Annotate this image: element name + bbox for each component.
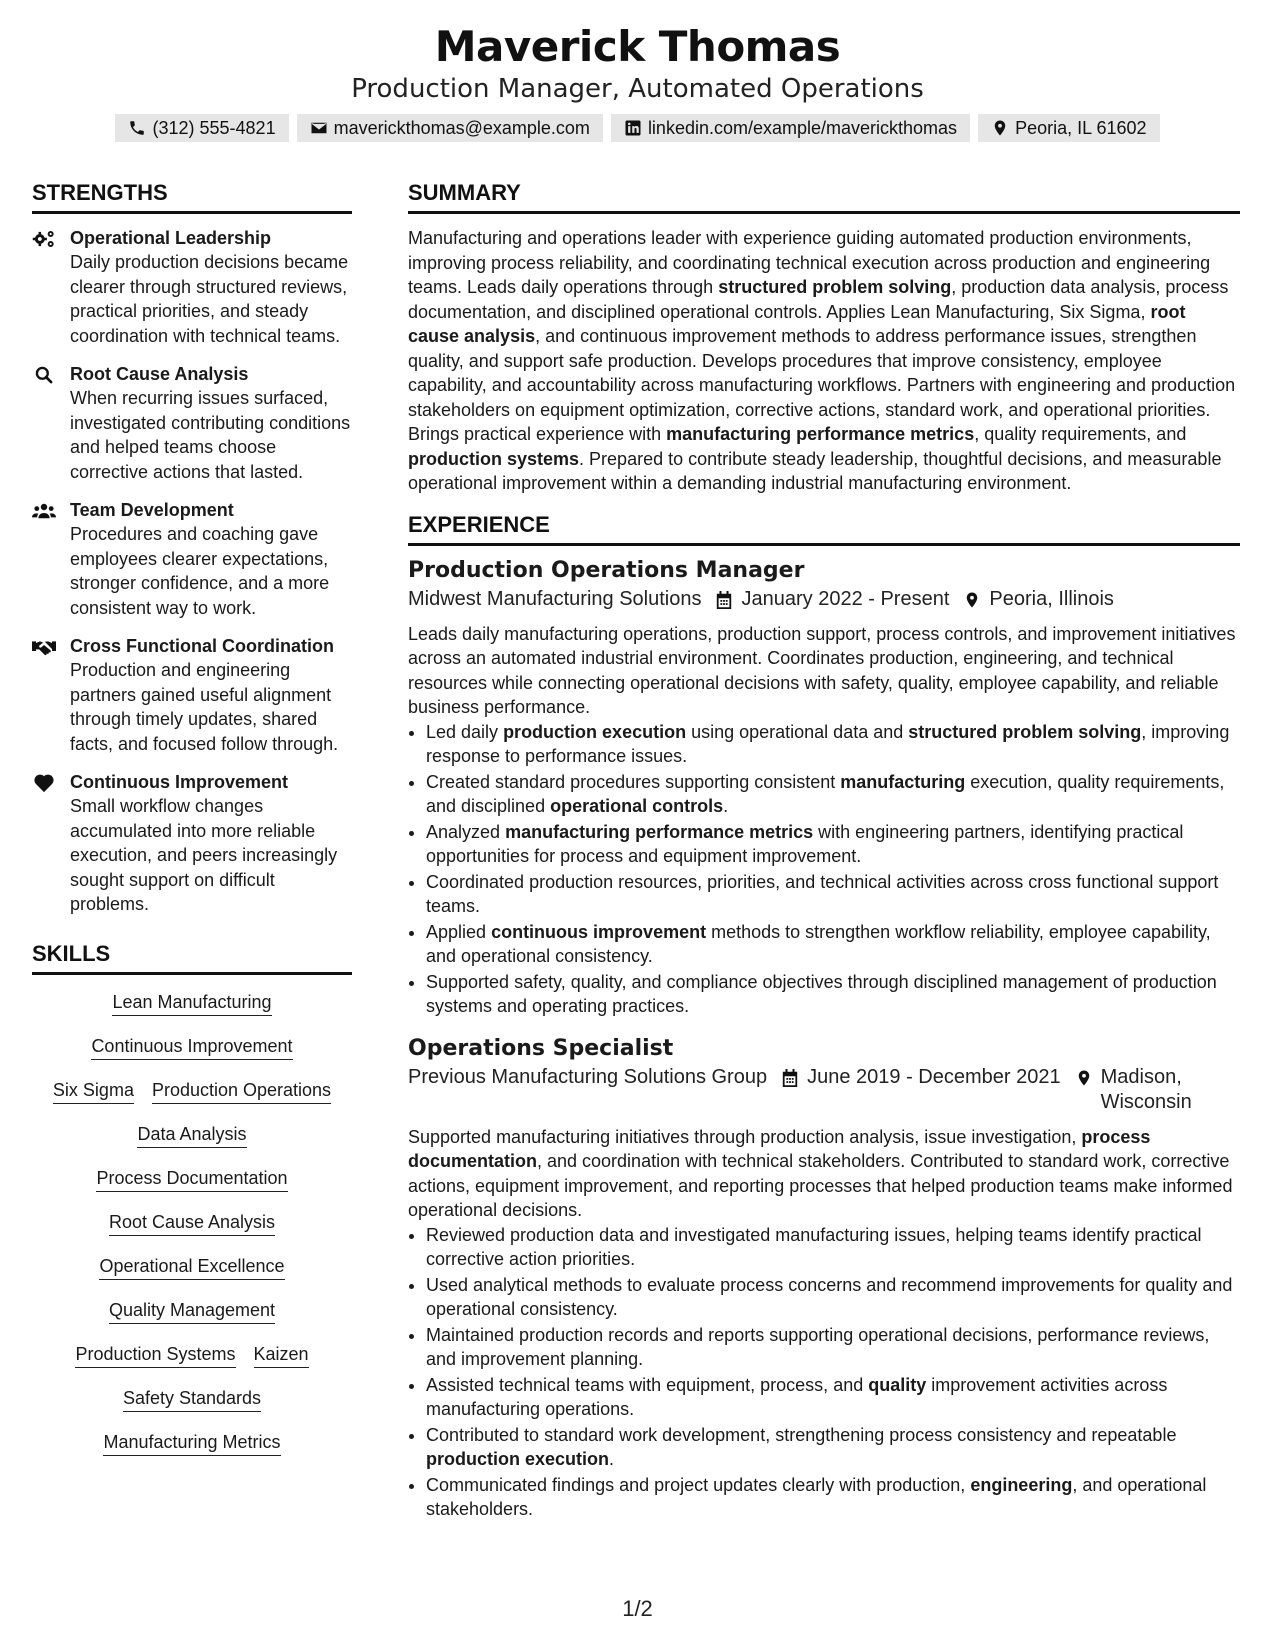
job-dates: June 2019 - December 2021 [807, 1065, 1061, 1088]
job-entry [408, 1036, 1240, 1522]
bold-keyword: manufacturing performance metrics [505, 821, 814, 842]
skill-tag: Root Cause Analysis [109, 1211, 275, 1236]
contact-linkedin[interactable] [611, 114, 970, 142]
bold-keyword: production systems [408, 448, 580, 469]
skill-tag: Production Operations [152, 1079, 331, 1104]
skill-tag: Six Sigma [53, 1079, 134, 1104]
summary-heading: SUMMARY [408, 180, 1240, 214]
bullet-item: • Analyzed manufacturing performance metrics with engineering partners, identifying practical opportunities for process and equipment improvement. [426, 820, 1240, 869]
calendar-icon [781, 1068, 799, 1088]
bold-keyword: structured problem solving [718, 277, 952, 297]
strength-desc: Daily production decisions became clearer through structured reviews, practical priorities, and steady coordination with technical teams. [70, 252, 349, 346]
skill-tag: Safety Standards [123, 1387, 261, 1412]
job-bullets [408, 720, 1240, 1019]
strength-item [32, 634, 352, 756]
job-intro: Leads daily manufacturing operations, production support, process controls, and improvement initiatives across an automated industrial environment. Coordinates production, engineering, and technical resources while connecting operational decisions with safety, quality, employee capability, and reliable business performance. [408, 623, 1236, 717]
skill-tag: Quality Management [109, 1299, 275, 1324]
bold-keyword: production execution [426, 1449, 610, 1469]
strength-desc: Production and engineering partners gained useful alignment through timely updates, shared facts, and focused follow through. [70, 660, 339, 754]
contact-email[interactable] [297, 114, 603, 142]
job-company: Previous Manufacturing Solutions Group [408, 1065, 768, 1088]
bullet-item: • Used analytical methods to evaluate process concerns and recommend improvements for quality and operational consistency. [426, 1273, 1240, 1322]
bold-keyword: process documentation [408, 1126, 1151, 1171]
skill-tag: Continuous Improvement [91, 1035, 292, 1060]
bold-keyword: continuous improvement [491, 921, 707, 942]
candidate-title: Production Manager, Automated Operations [351, 74, 924, 104]
handshake-icon [32, 637, 56, 657]
job-intro: Supported manufacturing initiatives through production analysis, issue investigation, process documentation, and coordination with technical stakeholders. Contributed to standard work, corrective actions, equipment improvement, and reporting processes that helped production teams make informed operational decisions. [408, 1126, 1233, 1220]
magnifier-icon [32, 365, 56, 385]
strength-item [32, 226, 352, 348]
strength-desc: When recurring issues surfaced, investigated contributing conditions and helped teams choose corrective actions that lasted. [70, 388, 351, 482]
contact-phone-text: (312) 555-4821 [152, 117, 276, 138]
bold-keyword: production execution [503, 721, 687, 742]
map-pin-icon [963, 590, 981, 610]
envelope-icon [310, 119, 328, 137]
linkedin-icon [624, 119, 642, 137]
bold-keyword: engineering [970, 1474, 1073, 1495]
strength-title: Team Development [70, 500, 234, 520]
contact-email-text: maverickthomas@example.com [333, 117, 590, 138]
heart-icon [32, 773, 56, 793]
strength-desc: Procedures and coaching gave employees clearer expectations, stronger confidence, and a more consistent way to work. [70, 524, 330, 618]
experience-heading: EXPERIENCE [408, 512, 1240, 546]
contact-linkedin-text: linkedin.com/example/maverickthomas [647, 117, 958, 138]
bullet-item: • Communicated findings and project updates clearly with production, engineering, and operational stakeholders. [426, 1473, 1240, 1522]
strength-item [32, 362, 352, 484]
bullet-item: • Supported safety, quality, and compliance objectives through disciplined management of production systems and operating practices. [426, 970, 1240, 1019]
skill-tag: Kaizen [254, 1343, 309, 1368]
bold-keyword: manufacturing performance metrics [666, 424, 975, 444]
skill-tag: Data Analysis [137, 1123, 246, 1148]
skill-tag: Lean Manufacturing [112, 991, 271, 1016]
strength-desc: Small workflow changes accumulated into more reliable execution, and peers increasingly sought support on difficult problems. [70, 796, 338, 914]
map-pin-icon [1075, 1068, 1093, 1088]
bullet-item: • Assisted technical teams with equipment, process, and quality improvement activities across manufacturing operations. [426, 1373, 1240, 1422]
map-pin-icon [991, 119, 1009, 137]
bullet-item: • Contributed to standard work development, strengthening process consistency and repeatable production execution. [426, 1423, 1240, 1472]
bullet-item: • Maintained production records and reports supporting operational decisions, performance reviews, and improvement planning. [426, 1323, 1240, 1372]
strength-title: Operational Leadership [70, 228, 272, 248]
contact-location [978, 114, 1159, 142]
strengths-heading: STRENGTHS [32, 180, 352, 214]
strength-item [32, 770, 352, 917]
skill-tag: Manufacturing Metrics [103, 1431, 280, 1456]
strength-item [32, 498, 352, 620]
job-location: Peoria, Illinois [989, 587, 1114, 610]
bold-keyword: structured problem solving [908, 721, 1142, 742]
job-meta [408, 1065, 1240, 1115]
bullet-item: • Applied continuous improvement methods to strengthen workflow reliability, employee capability, and operational consistency. [426, 920, 1240, 969]
bold-keyword: operational controls [550, 796, 724, 816]
contact-bar [0, 114, 1275, 142]
job-dates: January 2022 - Present [741, 587, 950, 610]
page-number: 1/2 [622, 1596, 653, 1621]
strength-title: Cross Functional Coordination [70, 636, 334, 656]
job-location: Madison, Wisconsin [1100, 1065, 1192, 1113]
bullet-item: • Led daily production execution using operational data and structured problem solving, improving response to performance issues. [426, 720, 1240, 769]
skills-list [32, 987, 352, 1456]
bullet-item: • Created standard procedures supporting consistent manufacturing execution, quality requirements, and disciplined operational controls. [426, 770, 1240, 819]
summary-text: Manufacturing and operations leader with experience guiding automated production environments, improving process reliability, and coordinating technical execution across production and engineering teams. Leads daily operations through structured problem solving, production data analysis, process documentation, and disciplined operational controls. Applies Lean Manufacturing, Six Sigma, root cause analysis, and continuous improvement methods to address performance issues, strengthen quality, and support safe production. Develops procedures that improve consistency, employee capability, and accountability across manufacturing workflows. Partners with engineering and production stakeholders on equipment optimization, corrective actions, standard work, and operational priorities. Brings practical experience with manufacturing performance metrics, quality requirements, and production systems. Prepared to contribute steady leadership, thoughtful decisions, and measurable operational improvement within a demanding industrial manufacturing environment. [408, 228, 1236, 493]
phone-icon [128, 119, 146, 137]
job-meta [408, 587, 1240, 612]
job-title: Operations Specialist [408, 1035, 674, 1061]
gears-icon [32, 229, 56, 249]
skill-tag: Process Documentation [96, 1167, 287, 1192]
people-group-icon [32, 501, 56, 521]
contact-phone[interactable] [115, 114, 288, 142]
skills-heading: SKILLS [32, 941, 352, 975]
job-company: Midwest Manufacturing Solutions [408, 587, 702, 610]
calendar-icon [715, 590, 733, 610]
job-bullets [408, 1223, 1240, 1522]
contact-location-text: Peoria, IL 61602 [1015, 117, 1147, 138]
job-title: Production Operations Manager [408, 557, 805, 583]
bold-keyword: manufacturing [840, 771, 966, 792]
left-column [32, 180, 352, 1456]
right-column [408, 180, 1240, 1523]
bullet-item: • Coordinated production resources, priorities, and technical activities across cross functional support teams. [426, 870, 1240, 919]
bullet-item: • Reviewed production data and investigated manufacturing issues, helping teams identify practical corrective action priorities. [426, 1223, 1240, 1272]
strength-title: Continuous Improvement [70, 772, 289, 792]
bold-keyword: quality [868, 1374, 927, 1395]
candidate-name: Maverick Thomas [434, 22, 841, 71]
job-entry [408, 558, 1240, 1019]
bold-keyword: root cause analysis [408, 301, 1186, 346]
strength-title: Root Cause Analysis [70, 364, 249, 384]
skill-tag: Operational Excellence [99, 1255, 284, 1280]
skill-tag: Production Systems [75, 1343, 235, 1368]
